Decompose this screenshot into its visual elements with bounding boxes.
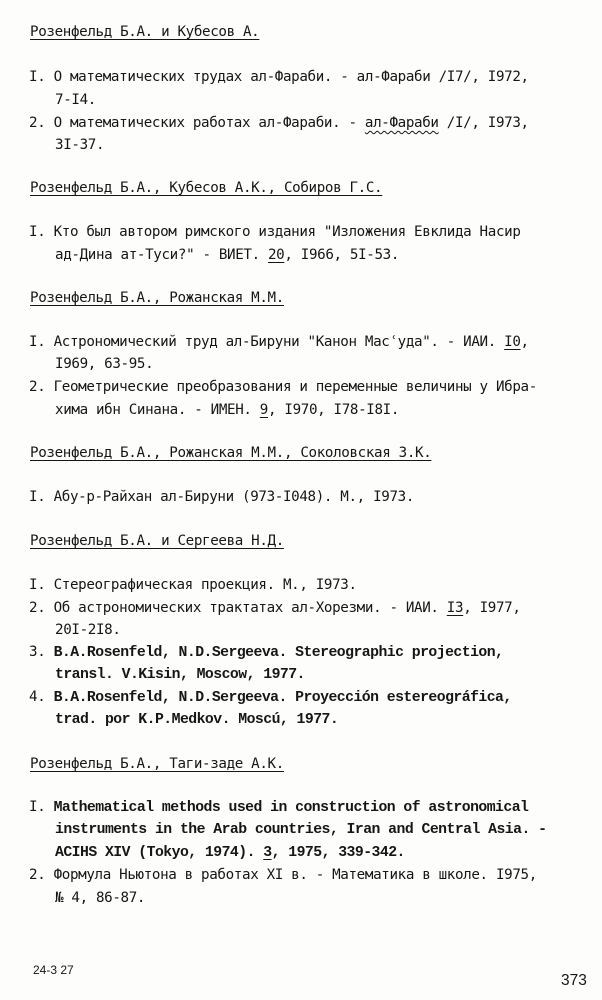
entry-line: I. Астрономический труд ал-Бируни "Канон Масʿуда". - ИАИ. I0, <box>29 334 529 350</box>
entry-line: 3I-37. <box>55 137 105 153</box>
entry-line: instruments in the Arab countries, Iran and Central Asia. - <box>55 822 547 838</box>
entry-line: I. Абу-р-Райхан ал-Бируни (973-I048). М., I973. <box>29 489 415 505</box>
entry-line: I969, 63-95. <box>55 356 154 372</box>
author-heading: Розенфельд Б.А., Кубесов А.К., Собиров Г.С. <box>30 180 383 196</box>
entry-line: 4. B.A.Rosenfeld, N.D.Sergeeva. Proyección estereográfica, <box>29 689 512 706</box>
entry-line: 3. B.A.Rosenfeld, N.D.Sergeeva. Stereographic projection, <box>29 644 504 661</box>
entry-line: 2. Формула Ньютона в работах XI в. - Математика в школе. I975, <box>29 867 537 883</box>
entry-line: I. Mathematical methods used in construction of astronomical <box>29 799 529 816</box>
entry-line: 7-I4. <box>55 92 96 108</box>
author-heading: Розенфельд Б.А. и Сергеева Н.Д. <box>30 533 284 549</box>
entry-line: 2. Геометрические преобразования и переменные величины у Ибра- <box>29 379 537 395</box>
entry-line: I. Кто был автором римского издания "Изложения Евклида Насир <box>29 224 521 240</box>
entry-line: trad. por K.P.Medkov. Moscú, 1977. <box>55 712 339 728</box>
entry-line: 20I-2I8. <box>55 622 121 638</box>
author-heading: Розенфельд Б.А., Рожанская М.М. <box>30 290 284 306</box>
entry-line: transl. V.Kisin, Moscow, 1977. <box>55 667 305 683</box>
print-note: 24-3 27 <box>33 963 74 977</box>
entry-line: ACIHS XIV (Tokyo, 1974). 3, 1975, 339-342. <box>55 845 405 861</box>
entry-line: I. Стереографическая проекция. М., I973. <box>29 577 357 593</box>
author-heading: Розенфельд Б.А. и Кубесов А. <box>30 24 260 40</box>
entry-line: 2. Об астрономических трактатах ал-Хорезми. - ИАИ. I3, I977, <box>29 600 521 616</box>
entry-line: ад-Дина ат-Туси?" - ВИЕТ. 20, I966, 5I-53. <box>55 247 400 263</box>
entry-line: № 4, 86-87. <box>55 890 146 906</box>
entry-line: хима ибн Синана. - ИМЕН. 9, I970, I78-I8I. <box>55 402 400 418</box>
author-heading: Розенфельд Б.А., Таги-заде А.К. <box>30 756 284 772</box>
entry-line: I. О математических трудах ал-Фараби. - ал-Фараби /I7/, I972, <box>29 69 529 85</box>
page-number: 373 <box>561 972 587 989</box>
author-heading: Розенфельд Б.А., Рожанская М.М., Соколовская З.К. <box>30 445 432 461</box>
entry-line: 2. О математических работах ал-Фараби. - ал-Фараби /I/, I973, <box>29 115 529 131</box>
